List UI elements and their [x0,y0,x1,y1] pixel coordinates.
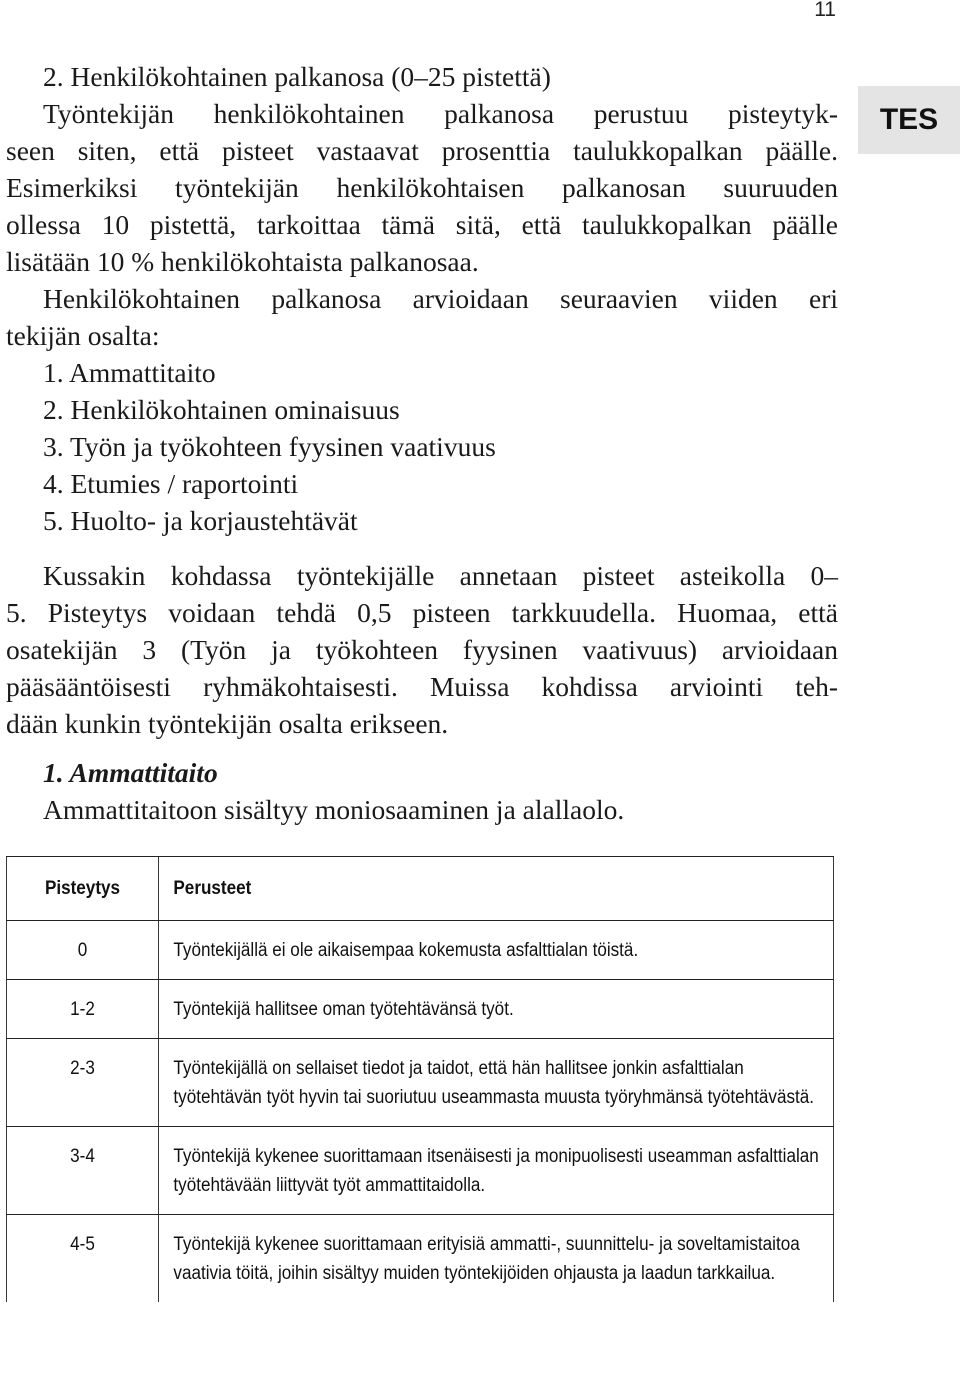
list-item: 2. Henkilökohtainen ominaisuus [43,394,400,425]
row-basis: Työntekijällä ei ole aikaisempaa kokemusta asfalttialan töistä. [159,921,834,980]
section-heading: 1. Ammattitaito [43,757,218,788]
row-score: 1-2 [6,980,158,1039]
row-score: 2-3 [6,1039,158,1127]
body-line: ollessa 10 pistettä, tarkoittaa tämä sitä, että taulukkopalkan päälle [6,209,838,240]
table-row [6,1039,833,1127]
body-line: pääsääntöisesti ryhmäkohtaisesti. Muissa kohdissa arviointi teh- [6,671,838,702]
table-row [6,1215,833,1303]
tes-side-tab: TES [858,86,960,154]
body-line: Henkilökohtainen palkanosa arvioidaan seuraavien viiden eri [43,283,838,314]
list-item: 1. Ammattitaito [43,357,216,388]
header-basis: Perusteet [159,857,834,921]
body-line: seen siten, että pisteet vastaavat prosenttia taulukkopalkan päälle. [6,135,838,166]
row-score: 3-4 [6,1127,158,1215]
body-line: tekijän osalta: [6,320,160,351]
list-item: 3. Työn ja työkohteen fyysinen vaativuus [43,431,496,462]
body-line: Kussakin kohdassa työntekijälle annetaan pisteet asteikolla 0– [43,560,838,591]
body-line: osatekijän 3 (Työn ja työkohteen fyysinen vaativuus) arvioidaan [6,634,838,665]
header-score: Pisteytys [6,857,158,921]
row-basis: Työntekijällä on sellaiset tiedot ja taidot, että hän hallitsee jonkin asfalttialan työtehtävän työt hyvin tai suoriutuu useammasta muusta työryhmänsä työtehtävästä. [159,1039,834,1127]
list-item: 4. Etumies / raportointi [43,468,299,499]
row-basis: Työntekijä kykenee suorittamaan itsenäisesti ja monipuolisesti useamman asfalttialan työtehtävään liittyvät työt ammattitaidolla. [159,1127,834,1215]
body-line: 5. Pisteytys voidaan tehdä 0,5 pisteen tarkkuudella. Huomaa, että [6,597,838,628]
body-line: Esimerkiksi työntekijän henkilökohtaisen palkanosan suuruuden [6,172,838,203]
body-line: dään kunkin työntekijän osalta erikseen. [6,708,449,739]
table-header-row [6,857,833,921]
row-basis: Työntekijä hallitsee oman työtehtävänsä työt. [159,980,834,1039]
section-text: Ammattitaitoon sisältyy moniosaaminen ja alallaolo. [43,794,625,825]
list-item: 5. Huolto- ja korjaustehtävät [43,505,358,536]
row-basis: Työntekijä kykenee suorittamaan erityisiä ammatti-, suunnittelu- ja soveltamistaitoa vaativia töitä, joihin sisältyy muiden työntekijöiden ohjausta ja laadun tarkkailua. [159,1215,834,1303]
table-row [6,980,833,1039]
scoring-table [6,856,834,1302]
body-text [6,58,838,828]
body-line: Työntekijän henkilökohtainen palkanosa perustuu pisteytyk- [43,98,838,129]
table-row [6,1127,833,1215]
body-line: 2. Henkilökohtainen palkanosa (0–25 pistettä) [43,61,551,92]
body-line: lisätään 10 % henkilökohtaista palkanosaa. [6,246,479,277]
table-row [6,921,833,980]
row-score: 0 [6,921,158,980]
row-score: 4-5 [6,1215,158,1303]
page-number: 11 [814,0,836,21]
